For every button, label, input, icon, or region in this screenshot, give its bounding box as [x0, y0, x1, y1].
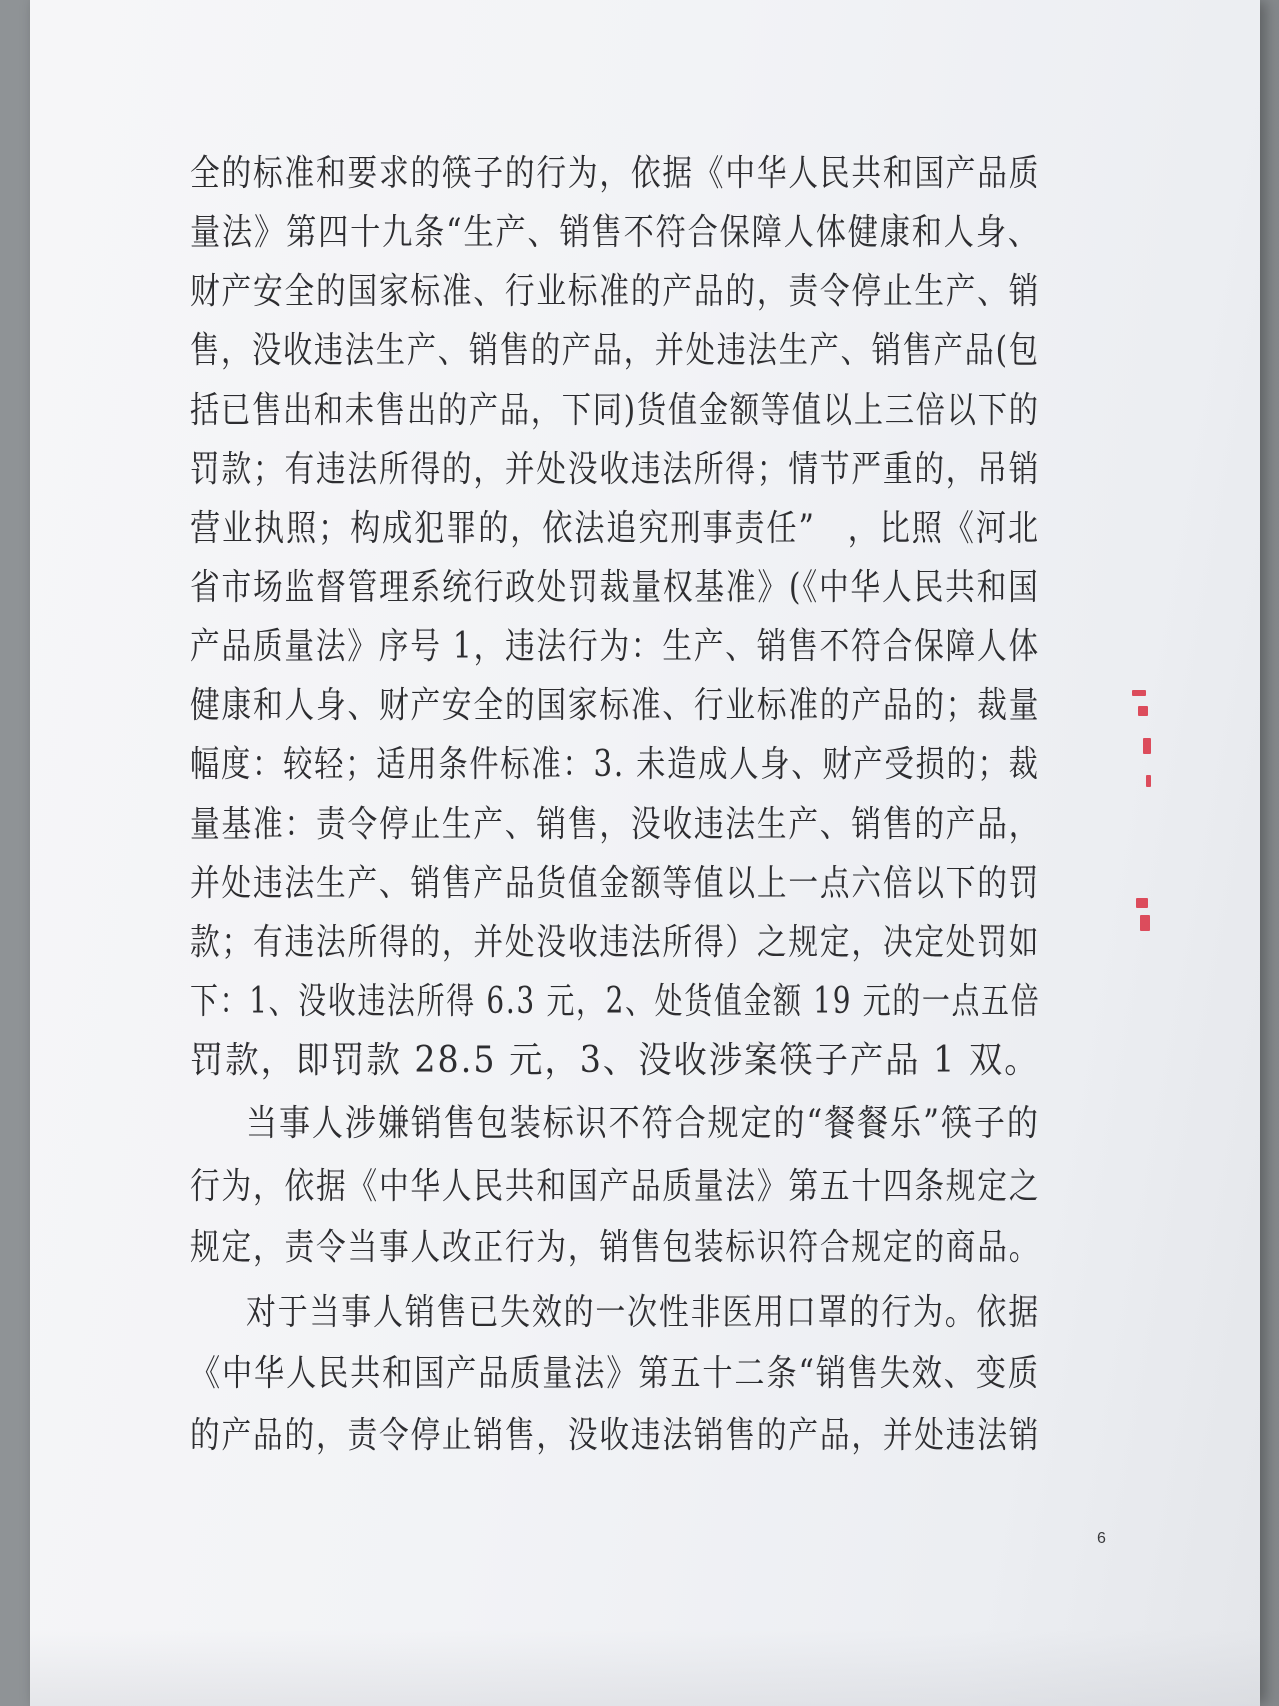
- text-line: 售，没收违法生产、销售的产品，并处违法生产、销售产品(包: [190, 330, 1040, 371]
- red-seal-mark: [1132, 690, 1146, 696]
- text-line: 《中华人民共和国产品质量法》第五十二条“销售失效、变质: [190, 1353, 1040, 1394]
- red-seal-mark: [1136, 898, 1148, 908]
- text-line: 括已售出和未售出的产品，下同)货值金额等值以上三倍以下的: [190, 390, 1040, 431]
- text-line: 罚款；有违法所得的，并处没收违法所得；情节严重的，吊销: [190, 449, 1041, 490]
- red-seal-mark: [1143, 738, 1151, 754]
- text-line: 量法》第四十九条“生产、销售不符合保障人体健康和人身、: [190, 212, 1040, 253]
- page-shadow: [30, 1630, 1260, 1706]
- text-line: 并处违法生产、销售产品货值金额等值以上一点六倍以下的罚: [190, 863, 1041, 904]
- paragraph-start-line: 对于当事人销售已失效的一次性非医用口罩的行为。依据: [246, 1292, 1040, 1333]
- text-line: 省市场监督管理系统行政处罚裁量权基准》(《中华人民共和国: [190, 567, 1040, 608]
- red-seal-mark: [1146, 775, 1151, 787]
- text-line: 款；有违法所得的，并处没收违法所得）之规定，决定处罚如: [190, 922, 1041, 963]
- text-line: 罚款，即罚款 28.5 元，3、没收涉案筷子产品 1 双。: [190, 1040, 1040, 1081]
- text-line: 产品质量法》序号 1，违法行为：生产、销售不符合保障人体: [190, 626, 1040, 667]
- text-line: 幅度：较轻；适用条件标准：3. 未造成人身、财产受损的；裁: [190, 744, 1040, 785]
- text-line: 全的标准和要求的筷子的行为，依据《中华人民共和国产品质: [190, 153, 1041, 194]
- text-line: 量基准：责令停止生产、销售，没收违法生产、销售的产品，: [190, 804, 1041, 845]
- paragraph-start-line: 当事人涉嫌销售包装标识不符合规定的“餐餐乐”筷子的: [246, 1103, 1040, 1144]
- page-number: 6: [1097, 1530, 1106, 1547]
- red-seal-mark: [1138, 706, 1148, 716]
- text-line: 财产安全的国家标准、行业标准的产品的，责令停止生产、销: [190, 271, 1041, 312]
- text-line: 下：1、没收违法所得 6.3 元，2、处货值金额 19 元的一点五倍: [190, 981, 1041, 1022]
- text-line: 健康和人身、财产安全的国家标准、行业标准的产品的；裁量: [190, 685, 1041, 726]
- text-line: 行为，依据《中华人民共和国产品质量法》第五十四条规定之: [190, 1166, 1041, 1207]
- text-line: 的产品的，责令停止销售，没收违法销售的产品，并处违法销: [190, 1415, 1041, 1456]
- text-line: 营业执照；构成犯罪的，依法追究刑事责任” ，比照《河北: [190, 508, 1040, 549]
- text-line: 规定，责令当事人改正行为，销售包装标识符合规定的商品。: [190, 1227, 1041, 1268]
- red-seal-mark: [1140, 915, 1150, 931]
